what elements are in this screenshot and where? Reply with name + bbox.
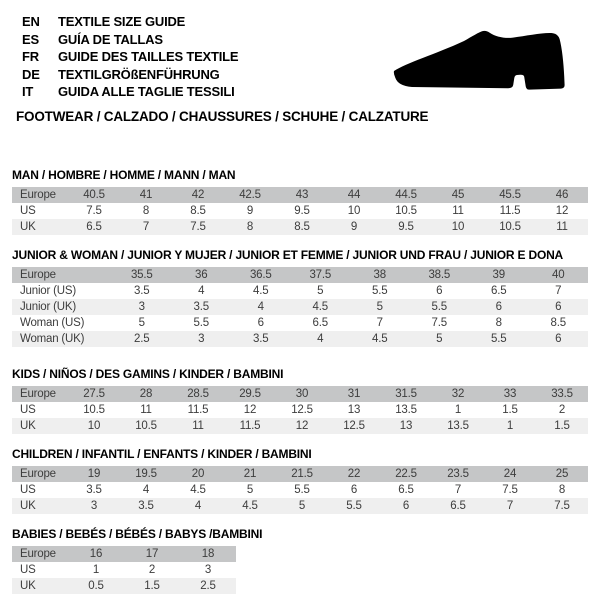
size-cell: 23.5 xyxy=(447,468,469,480)
language-code: ES xyxy=(22,31,39,47)
size-cell: 1.5 xyxy=(502,404,518,416)
size-cell: 19.5 xyxy=(135,468,157,480)
size-cell: 39 xyxy=(492,269,505,281)
row-label: Junior (UK) xyxy=(20,301,76,313)
row-label: Woman (US) xyxy=(20,317,85,329)
language-code: DE xyxy=(22,66,40,82)
size-cell: 31.5 xyxy=(395,388,417,400)
size-cell: 41 xyxy=(139,189,153,201)
size-cell: 21.5 xyxy=(291,468,313,480)
size-cell: 7 xyxy=(454,484,462,496)
size-cell: 7 xyxy=(555,285,562,297)
size-table-junior-woman xyxy=(12,267,588,347)
row-label: UK xyxy=(20,500,36,512)
region-header-row xyxy=(12,546,236,562)
size-row xyxy=(12,562,236,578)
row-label: UK xyxy=(20,221,36,233)
size-cell: 36.5 xyxy=(249,269,272,281)
size-cell: 28 xyxy=(139,388,153,400)
size-cell: 9 xyxy=(350,221,358,233)
language-code: IT xyxy=(22,84,34,100)
size-cell: 6 xyxy=(555,333,562,345)
language-row xyxy=(22,83,238,101)
size-cell: 8 xyxy=(246,221,254,233)
size-cell: 3.5 xyxy=(253,333,269,345)
size-row xyxy=(12,331,588,347)
region-header-row xyxy=(12,386,588,402)
size-row xyxy=(12,498,588,514)
size-table-children xyxy=(12,466,588,514)
size-cell: 5 xyxy=(138,317,145,329)
section-babies xyxy=(12,527,588,594)
size-cell: 7 xyxy=(376,317,383,329)
size-cell: 10.5 xyxy=(83,404,105,416)
size-row xyxy=(12,283,588,299)
size-cell: 5.5 xyxy=(491,333,507,345)
size-cell: 42.5 xyxy=(239,189,261,201)
language-title: TEXTILGRÖßENFÜHRUNG xyxy=(58,66,220,82)
size-cell: 3.5 xyxy=(134,285,150,297)
size-cell: 1.5 xyxy=(554,420,570,432)
size-cell: 5.5 xyxy=(372,285,388,297)
size-cell: 2.5 xyxy=(200,580,216,592)
size-cell: 7.5 xyxy=(431,317,447,329)
size-cell: 5.5 xyxy=(346,500,362,512)
size-cell: 12.5 xyxy=(343,420,365,432)
size-cell: 30 xyxy=(295,388,309,400)
region-header-row xyxy=(12,267,588,283)
section-kids xyxy=(12,367,588,434)
size-table-kids xyxy=(12,386,588,434)
size-cell: 18 xyxy=(201,548,215,560)
size-cell: 8.5 xyxy=(190,205,206,217)
size-row xyxy=(12,418,588,434)
size-cell: 25 xyxy=(555,468,569,480)
row-label: Europe xyxy=(20,548,56,560)
size-cell: 10 xyxy=(87,420,101,432)
size-cell: 3 xyxy=(204,564,212,576)
size-cell: 4 xyxy=(198,285,205,297)
size-cell: 11 xyxy=(452,205,464,217)
size-cell: 35.5 xyxy=(130,269,153,281)
size-cell: 7 xyxy=(506,500,514,512)
size-cell: 21 xyxy=(243,468,257,480)
region-header-row xyxy=(12,466,588,482)
size-cell: 45.5 xyxy=(499,189,521,201)
size-cell: 29.5 xyxy=(239,388,261,400)
language-code: FR xyxy=(22,49,39,65)
size-cell: 6 xyxy=(257,317,264,329)
row-label: Woman (UK) xyxy=(20,333,85,345)
size-tables xyxy=(12,168,588,600)
size-cell: 11 xyxy=(140,404,152,416)
language-code: EN xyxy=(22,14,40,30)
size-cell: 40.5 xyxy=(83,189,105,201)
size-table-man xyxy=(12,187,588,235)
size-cell: 17 xyxy=(145,548,159,560)
size-cell: 12.5 xyxy=(291,404,313,416)
size-cell: 2.5 xyxy=(134,333,150,345)
size-cell: 10 xyxy=(347,205,361,217)
size-cell: 5 xyxy=(298,500,306,512)
size-cell: 2 xyxy=(558,404,566,416)
size-cell: 11.5 xyxy=(499,205,521,217)
size-cell: 33 xyxy=(503,388,517,400)
size-cell: 6 xyxy=(402,500,410,512)
size-cell: 3 xyxy=(90,500,98,512)
size-cell: 13.5 xyxy=(395,404,417,416)
size-cell: 38 xyxy=(373,269,386,281)
size-cell: 4 xyxy=(317,333,324,345)
size-cell: 10 xyxy=(451,221,465,233)
size-cell: 27.5 xyxy=(83,388,105,400)
row-label: US xyxy=(20,484,36,496)
region-header-row xyxy=(12,187,588,203)
size-row xyxy=(12,315,588,331)
size-cell: 6.5 xyxy=(312,317,328,329)
row-label: US xyxy=(20,404,36,416)
language-row xyxy=(22,13,238,31)
size-cell: 44.5 xyxy=(395,189,417,201)
row-label: Europe xyxy=(20,189,56,201)
language-title: GUIDE DES TAILLES TEXTILE xyxy=(58,49,239,65)
size-cell: 8.5 xyxy=(550,317,566,329)
size-row xyxy=(12,299,588,315)
size-cell: 7.5 xyxy=(86,205,102,217)
size-cell: 11.5 xyxy=(187,404,209,416)
size-cell: 1 xyxy=(92,564,100,576)
size-cell: 3 xyxy=(198,333,205,345)
size-cell: 32 xyxy=(451,388,465,400)
size-cell: 24 xyxy=(503,468,517,480)
size-cell: 5.5 xyxy=(294,484,310,496)
section-title-man: MAN / HOMBRE / HOMME / MANN / MAN xyxy=(12,168,236,182)
size-cell: 1 xyxy=(454,404,462,416)
size-cell: 5 xyxy=(246,484,254,496)
category-line: FOOTWEAR / CALZADO / CHAUSSURES / SCHUHE / CALZATURE xyxy=(16,109,429,124)
size-cell: 31 xyxy=(347,388,361,400)
size-cell: 19 xyxy=(87,468,101,480)
size-cell: 3.5 xyxy=(193,301,209,313)
size-cell: 6.5 xyxy=(491,285,507,297)
language-title: GUÍA DE TALLAS xyxy=(58,31,163,47)
size-cell: 10.5 xyxy=(395,205,417,217)
section-junior-woman xyxy=(12,248,588,347)
size-cell: 2 xyxy=(148,564,156,576)
size-cell: 22.5 xyxy=(395,468,417,480)
size-row xyxy=(12,402,588,418)
language-row xyxy=(22,48,238,66)
size-cell: 9.5 xyxy=(398,221,414,233)
size-cell: 0.5 xyxy=(88,580,104,592)
size-cell: 5.5 xyxy=(431,301,447,313)
size-cell: 6.5 xyxy=(398,484,414,496)
size-cell: 8 xyxy=(142,205,150,217)
size-cell: 11 xyxy=(556,221,568,233)
size-row xyxy=(12,219,588,235)
size-cell: 12 xyxy=(295,420,309,432)
size-cell: 9.5 xyxy=(294,205,310,217)
size-cell: 1 xyxy=(506,420,514,432)
row-label: Europe xyxy=(20,388,56,400)
language-row xyxy=(22,31,238,49)
size-cell: 4 xyxy=(257,301,264,313)
size-cell: 45 xyxy=(451,189,465,201)
size-cell: 33.5 xyxy=(551,388,573,400)
size-cell: 5.5 xyxy=(193,317,209,329)
language-list xyxy=(22,13,238,101)
section-title-kids: KIDS / NIÑOS / DES GAMINS / KINDER / BAMBINI xyxy=(12,367,284,381)
size-cell: 1.5 xyxy=(144,580,160,592)
size-row xyxy=(12,578,236,594)
size-cell: 4.5 xyxy=(190,484,206,496)
size-cell: 13 xyxy=(399,420,413,432)
size-cell: 12 xyxy=(243,404,257,416)
size-cell: 7.5 xyxy=(554,500,570,512)
size-cell: 22 xyxy=(347,468,361,480)
row-label: Junior (US) xyxy=(20,285,76,297)
size-cell: 6 xyxy=(436,285,443,297)
row-label: UK xyxy=(20,580,36,592)
size-cell: 4.5 xyxy=(372,333,388,345)
size-cell: 46 xyxy=(555,189,569,201)
size-cell: 3.5 xyxy=(86,484,102,496)
size-cell: 5 xyxy=(317,285,324,297)
size-cell: 7 xyxy=(142,221,150,233)
size-cell: 4.5 xyxy=(242,500,258,512)
size-cell: 12 xyxy=(555,205,569,217)
dress-shoe-icon xyxy=(392,28,592,96)
size-cell: 37.5 xyxy=(309,269,332,281)
size-cell: 4 xyxy=(142,484,150,496)
size-cell: 28.5 xyxy=(187,388,209,400)
size-cell: 3 xyxy=(138,301,145,313)
size-cell: 8 xyxy=(495,317,502,329)
size-cell: 16 xyxy=(89,548,103,560)
size-cell: 4 xyxy=(194,500,202,512)
size-row xyxy=(12,482,588,498)
size-cell: 43 xyxy=(295,189,309,201)
row-label: Europe xyxy=(20,468,56,480)
size-cell: 10.5 xyxy=(135,420,157,432)
size-cell: 11 xyxy=(192,420,204,432)
size-table-babies xyxy=(12,546,236,594)
size-cell: 7.5 xyxy=(190,221,206,233)
size-cell: 38.5 xyxy=(428,269,451,281)
size-cell: 5 xyxy=(436,333,443,345)
language-row xyxy=(22,66,238,84)
language-title: GUIDA ALLE TAGLIE TESSILI xyxy=(58,84,235,100)
size-cell: 20 xyxy=(191,468,205,480)
size-cell: 6 xyxy=(350,484,358,496)
size-row xyxy=(12,203,588,219)
size-cell: 9 xyxy=(246,205,254,217)
size-cell: 3.5 xyxy=(138,500,154,512)
size-cell: 36 xyxy=(195,269,208,281)
section-title-children: CHILDREN / INFANTIL / ENFANTS / KINDER / BAMBINI xyxy=(12,447,312,461)
section-title-babies: BABIES / BEBÉS / BÉBÉS / BABYS /BAMBINI xyxy=(12,527,263,541)
size-cell: 5 xyxy=(376,301,383,313)
size-cell: 13.5 xyxy=(447,420,469,432)
size-cell: 6 xyxy=(555,301,562,313)
section-man xyxy=(12,168,588,235)
size-cell: 10.5 xyxy=(499,221,521,233)
size-cell: 42 xyxy=(191,189,205,201)
section-children xyxy=(12,447,588,514)
size-cell: 7.5 xyxy=(502,484,518,496)
size-cell: 6.5 xyxy=(450,500,466,512)
size-cell: 8 xyxy=(558,484,566,496)
row-label: UK xyxy=(20,420,36,432)
size-cell: 4.5 xyxy=(312,301,328,313)
size-cell: 13 xyxy=(347,404,361,416)
size-cell: 44 xyxy=(347,189,361,201)
row-label: US xyxy=(20,564,36,576)
size-cell: 6.5 xyxy=(86,221,102,233)
section-title-junior-woman: JUNIOR & WOMAN / JUNIOR Y MUJER / JUNIOR ET FEMME / JUNIOR UND FRAU / JUNIOR E DONA xyxy=(12,248,564,262)
size-cell: 8.5 xyxy=(294,221,310,233)
size-cell: 4.5 xyxy=(253,285,269,297)
size-cell: 6 xyxy=(495,301,502,313)
row-label: Europe xyxy=(20,269,56,281)
row-label: US xyxy=(20,205,36,217)
size-cell: 40 xyxy=(552,269,565,281)
size-cell: 11.5 xyxy=(239,420,261,432)
language-title: TEXTILE SIZE GUIDE xyxy=(58,14,186,30)
